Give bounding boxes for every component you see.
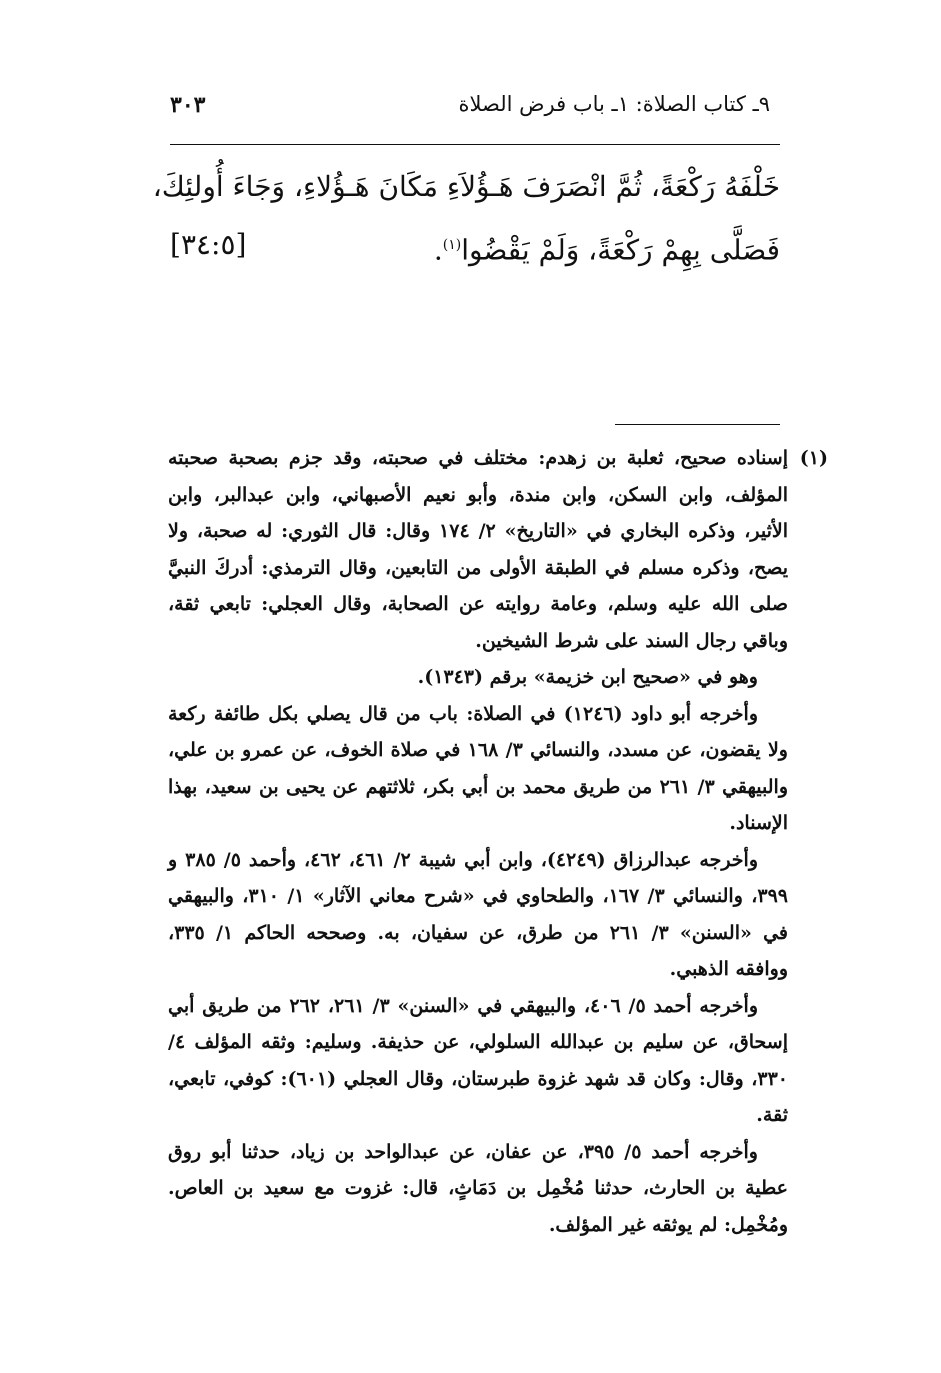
main-text-line-2-text: فَصَلَّى بِهِمْ رَكْعَةً، وَلَمْ يَقْضُوا — [461, 233, 780, 267]
main-text-line-2-content — [434, 216, 780, 279]
chapter-title: ٩ـ كتاب الصلاة: ١ـ باب فرض الصلاة — [458, 92, 770, 116]
footnote-paragraph: إسناده صحيح، ثعلبة بن زهدم: مختلف في صحبته، وقد جزم بصحبة صحبته المؤلف، وابن السكن، وابن مندة، وأبو نعيم الأصبهاني، وابن عبدالبر، وابن الأثير، وذكره البخاري في «التاريخ» ٢/ ١٧٤ وقال: قال الثوري: له صحبة، ولا يصح، وذكره مسلم في الطبقة الأولى من التابعين، وقال الترمذي: أدركَ النبيَّ صلى الله عليه وسلم، وعامة روايته عن الصحابة، وقال العجلي: تابعي ثقة، وباقي رجال السند على شرط الشيخين. — [168, 447, 788, 652]
footnote-paragraph: وأخرجه عبدالرزاق (٤٢٤٩)، وابن أبي شيبة ٢/ ٤٦١، ٤٦٢، وأحمد ٥/ ٣٨٥ و ٣٩٩، والنسائي ٣/ ١٦٧، والطحاوي في «شرح معاني الآثار» ١/ ٣١٠، والبيهقي في «السنن» ٣/ ٢٦١ من طرق، عن سفيان، به. وصححه الحاكم ١/ ٣٣٥، ووافقه الذهبي. — [168, 848, 788, 980]
header-rule — [170, 144, 780, 145]
footnote-1 — [168, 440, 828, 1243]
footnote-paragraph: وأخرجه أبو داود (١٢٤٦) في الصلاة: باب من قال يصلي بكل طائفة ركعة ولا يقضون، عن مسدد، والنسائي ٣/ ١٦٨ في صلاة الخوف، عن عمرو بن علي، والبيهقي ٣/ ٢٦١ من طريق محمد بن أبي بكر، ثلاثتهم عن يحيى بن سعيد، بهذا الإسناد. — [168, 702, 789, 834]
main-text-line-1: خَلْفَهُ رَكْعَةً، ثُمَّ انْصَرَفَ هَـؤُلاَءِ مَكَانَ هَـؤُلاءِ، وَجَاءَ أُولئِكَ، — [152, 170, 780, 203]
footnote-paragraph: وهو في «صحيح ابن خزيمة» برقم (١٣٤٣). — [417, 666, 758, 688]
footnote-number: (١) — [799, 447, 828, 469]
footnotes — [168, 440, 828, 1243]
main-text-line-2 — [170, 216, 780, 279]
footnote-body — [168, 440, 788, 1243]
main-text — [152, 158, 780, 279]
footnote-marker: (١) — [442, 237, 462, 253]
footnote-paragraph: وأخرجه أحمد ٥/ ٤٠٦، والبيهقي في «السنن» ٣/ ٢٦١، ٢٦٢ من طريق أبي إسحاق، عن سليم بن عبدالله السلولي، عن حذيفة. وسليم: وثقه المؤلف ٤/ ٣٣٠، وقال: وكان قد شهد غزوة طبرستان، وقال العجلي (٦٠١): كوفي، تابعي، ثقة. — [168, 994, 788, 1126]
footnote-paragraph: وأخرجه أحمد ٥/ ٣٩٥، عن عفان، عن عبدالواحد بن زياد، حدثنا أبو روق عطية بن الحارث، حدثنا مُخْمِل بن دَمَاثٍ، قال: غزوت مع سعيد بن العاص. ومُخْمِل: لم يوثقه غير المؤلف. — [168, 1140, 788, 1236]
page-number: ٣٠٣ — [170, 92, 206, 118]
hadith-reference: [٣٤:٥] — [170, 228, 247, 261]
main-text-line-2-end: . — [433, 233, 443, 267]
page-header — [170, 92, 770, 132]
footnote-separator — [615, 424, 780, 425]
